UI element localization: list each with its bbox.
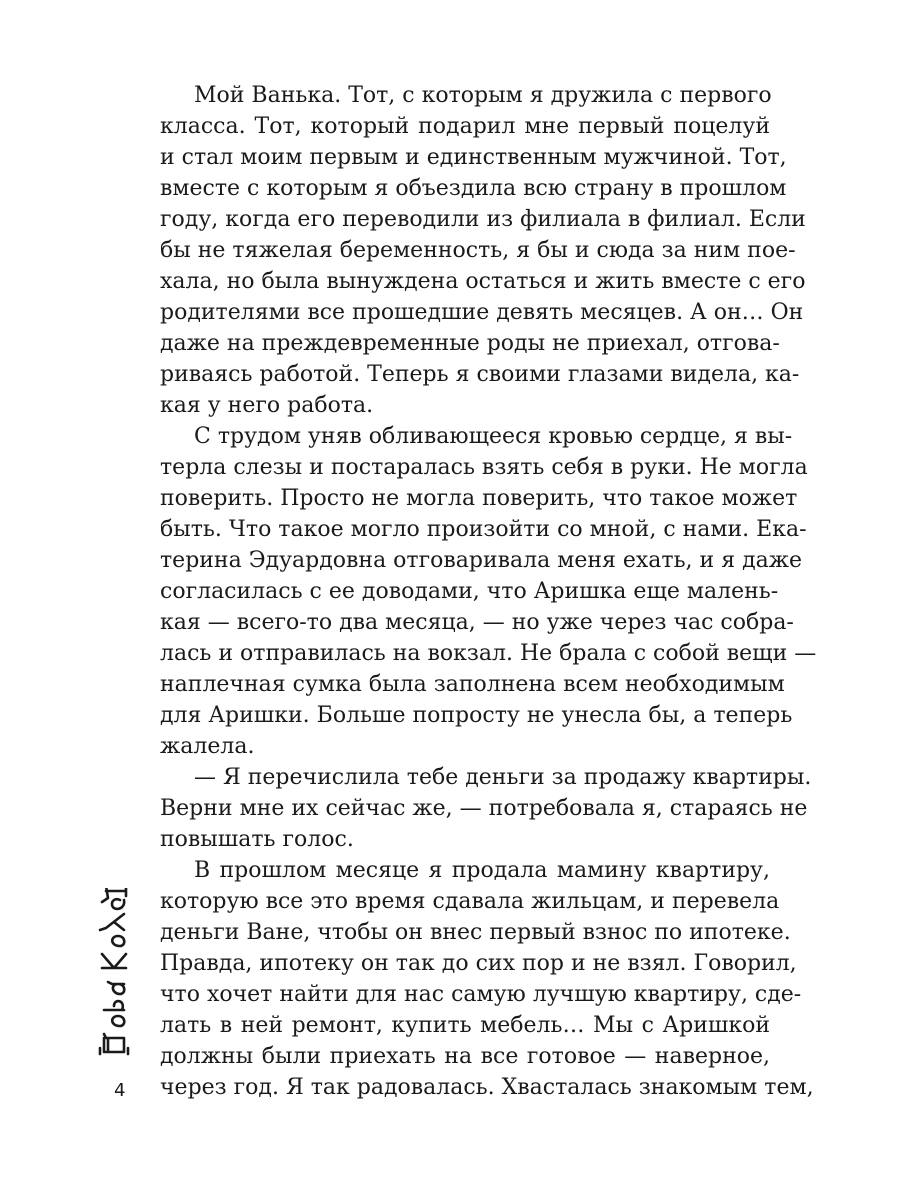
- text-line: лась и отправилась на вокзал. Не брала с собой вещи —: [160, 641, 817, 666]
- text-line: повышать голос.: [160, 827, 354, 852]
- text-line: которую все это время сдавала жильцам, и перевела: [160, 889, 780, 914]
- text-line: году, когда его переводили из филиала в филиал. Если: [160, 207, 806, 232]
- text-line: С трудом уняв обливающееся кровью сердце, я вы-: [194, 424, 793, 449]
- text-line: быть. Что такое могло произойти со мной, с нами. Ека-: [160, 517, 807, 542]
- text-line: терина Эдуардовна отговаривала меня ехать, и я даже: [160, 548, 802, 573]
- text-line: деньги Ване, чтобы он внес первый взнос по ипотеке.: [160, 920, 791, 945]
- text-line: Правда, ипотеку он так до сих пор и не взял. Говорил,: [160, 951, 797, 976]
- text-line: родителями все прошедшие девять месяцев. А он… Он: [160, 300, 804, 325]
- text-line: — Я перечислила тебе деньги за продажу квартиры.: [194, 765, 812, 790]
- text-line: согласилась с ее доводами, что Аришка еще малень-: [160, 579, 779, 604]
- text-line: кая — всего-то два месяца, — но уже через час собра-: [160, 610, 794, 635]
- author-signature: [94, 888, 134, 1058]
- text-line: риваясь работой. Теперь я своими глазами видела, ка-: [160, 362, 800, 387]
- text-line: наплечная сумка была заполнена всем необходимым: [160, 672, 785, 697]
- text-line: даже на преждевременные роды не приехал, отгова-: [160, 331, 780, 356]
- text-line: лать в ней ремонт, купить мебель… Мы с Аришкой: [160, 1013, 770, 1038]
- text-line: бы не тяжелая беременность, я бы и сюда за ним пое-: [160, 238, 796, 263]
- text-line: терла слезы и постаралась взять себя в руки. Не могла: [160, 455, 808, 480]
- text-line: вместе с которым я объездила всю страну в прошлом: [160, 176, 787, 201]
- text-line: В прошлом месяце я продала мамину квартиру,: [194, 858, 770, 883]
- text-line: класса. Тот, который подарил мне первый поцелуй: [160, 114, 770, 139]
- paragraph-2: [160, 421, 817, 762]
- page-number: 4: [114, 1080, 126, 1101]
- text-line: Верни мне их сейчас же, — потребовала я, стараясь не: [160, 796, 808, 821]
- text-line: через год. Я так радовалась. Хвасталась знакомым тем,: [160, 1075, 814, 1100]
- text-line: жалела.: [160, 734, 255, 759]
- paragraph-1: [160, 80, 806, 421]
- paragraph-4: [160, 855, 814, 1103]
- text-line: хала, но была вынуждена остаться и жить вместе с его: [160, 269, 806, 294]
- text-line: поверить. Просто не могла поверить, что такое может: [160, 486, 798, 511]
- text-line: что хочет найти для нас самую лучшую квартиру, сде-: [160, 982, 802, 1007]
- text-line: и стал моим первым и единственным мужчиной. Тот,: [160, 145, 787, 170]
- page-text: [160, 80, 817, 1103]
- paragraph-3: [160, 762, 812, 855]
- text-line: должны были приехать на все готовое — наверное,: [160, 1044, 770, 1069]
- text-line: кая у него работа.: [160, 393, 374, 418]
- text-line: для Аришки. Больше попросту не унесла бы, а теперь: [160, 703, 793, 728]
- text-line: Мой Ванька. Тот, с которым я дружила с первого: [194, 83, 772, 108]
